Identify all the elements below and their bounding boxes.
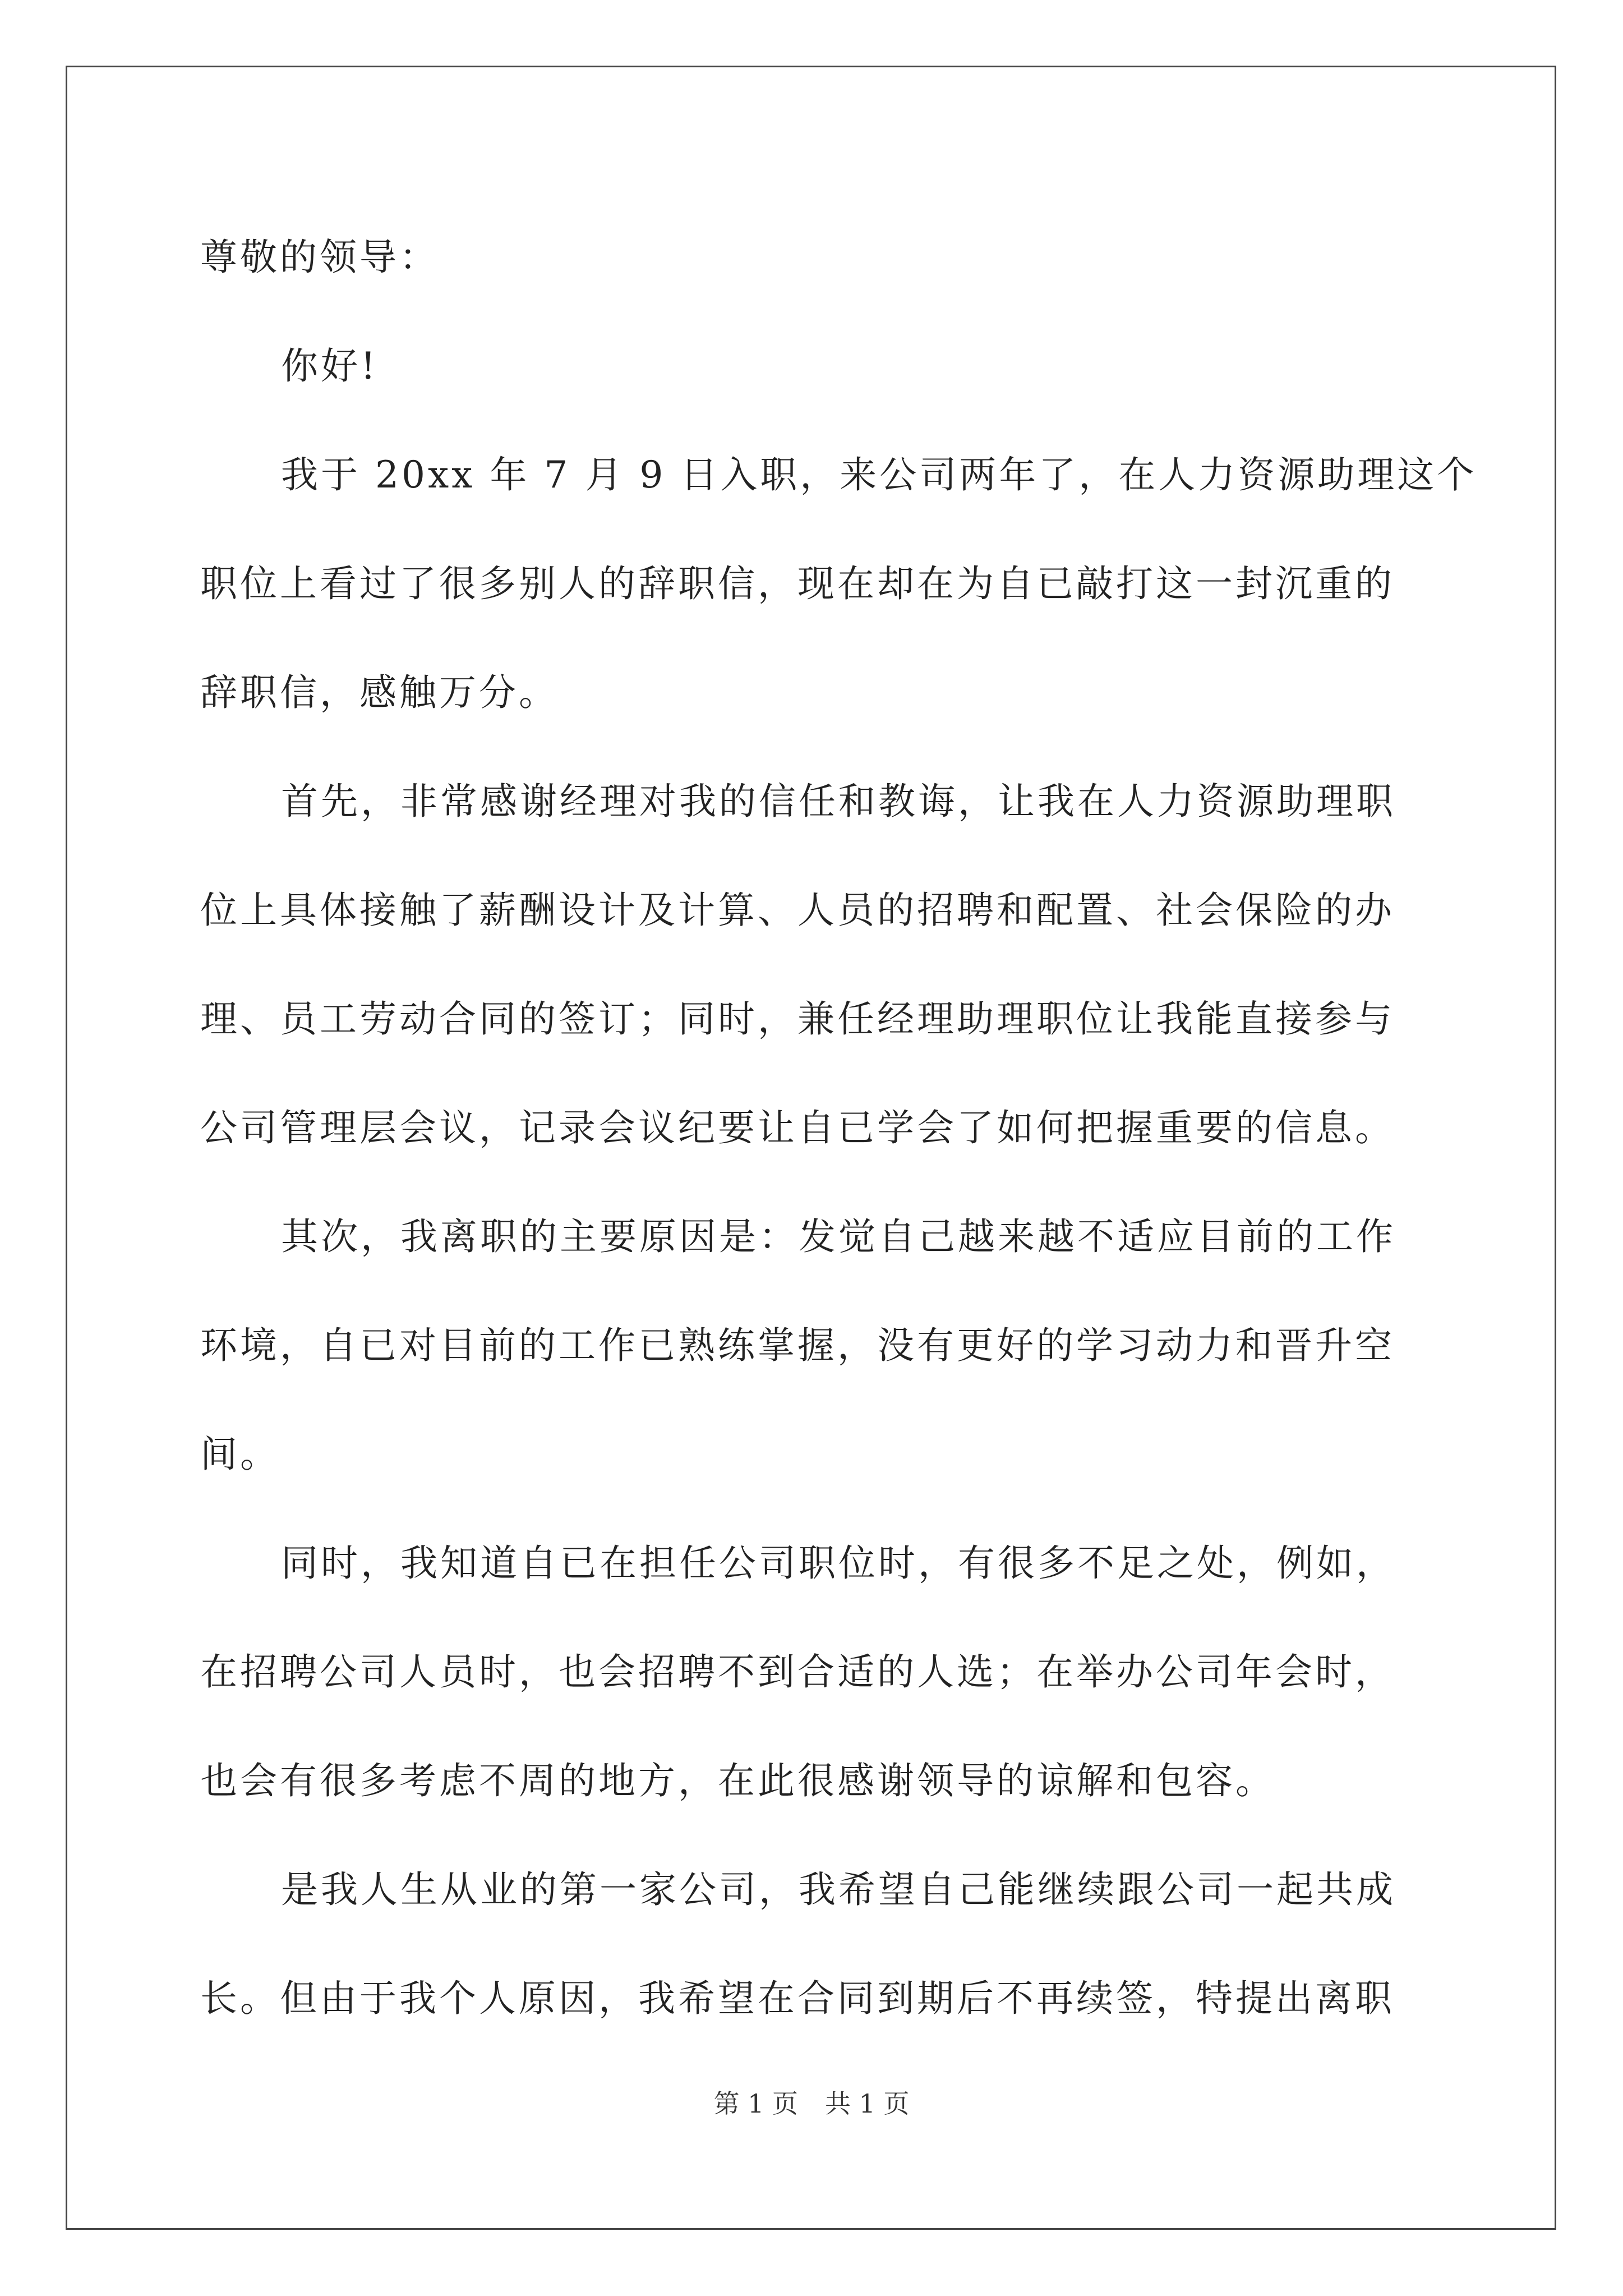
paragraph-line: 理、员工劳动合同的签订；同时，兼任经理助理职位让我能直接参与 — [200, 997, 1395, 1041]
paragraph-line: 在招聘公司人员时，也会招聘不到合适的人选；在举办公司年会时， — [200, 1650, 1395, 1694]
salutation: 尊敬的领导： — [200, 236, 439, 279]
paragraph-line: 辞职信，感触万分。 — [200, 671, 559, 714]
paragraph-line: 首先，非常感谢经理对我的信任和教诲，让我在人力资源助理职 — [281, 780, 1396, 823]
paragraph-line: 是我人生从业的第一家公司，我希望自己能继续跟公司一起共成 — [281, 1868, 1396, 1911]
letter-body — [200, 203, 1477, 2053]
paragraph-line: 公司管理层会议，记录会议纪要让自已学会了如何把握重要的信息。 — [200, 1106, 1395, 1149]
page-footer — [0, 2087, 1623, 2120]
page-total: 共 1 页 — [825, 2088, 910, 2119]
paragraph-line: 我于 20xx 年 7 月 9 日入职，来公司两年了，在人力资源助理这个 — [281, 453, 1477, 496]
paragraph-line: 同时，我知道自已在担任公司职位时，有很多不足之处，例如， — [281, 1542, 1396, 1585]
paragraph-line: 职位上看过了很多别人的辞职信，现在却在为自已敲打这一封沉重的 — [200, 562, 1395, 605]
page-number: 第 1 页 — [713, 2088, 798, 2119]
paragraph-line: 间。 — [200, 1433, 280, 1476]
paragraph-line: 环境，自已对目前的工作已熟练掌握，没有更好的学习动力和晋升空 — [200, 1324, 1395, 1367]
paragraph-line: 位上具体接触了薪酬设计及计算、人员的招聘和配置、社会保险的办 — [200, 889, 1395, 932]
paragraph-line: 其次，我离职的主要原因是：发觉自己越来越不适应目前的工作 — [281, 1215, 1396, 1258]
paragraph-line: 也会有很多考虑不周的地方，在此很感谢领导的谅解和包容。 — [200, 1759, 1275, 1802]
paragraph-line: 长。但由于我个人原因，我希望在合同到期后不再续签，特提出离职 — [200, 1977, 1395, 2020]
greeting: 你好! — [281, 344, 379, 388]
